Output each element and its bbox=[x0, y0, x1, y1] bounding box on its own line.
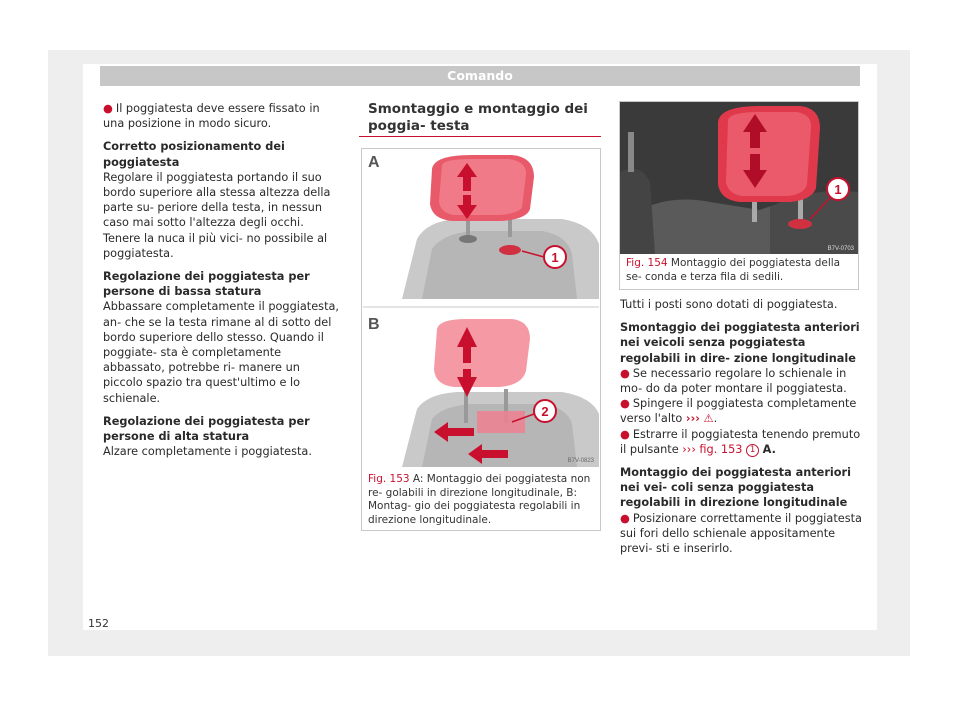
right-heading-2: Montaggio dei poggiatesta anteriori nei vei- coli senza poggiatesta regolabili in direzione longitudinale bbox=[620, 466, 851, 510]
bullet-icon: ● bbox=[620, 511, 630, 525]
caption-text: A: Montaggio dei poggiatesta non re- golabili in direzione longitudinale, B: Montag- gio dei poggiatesta regolabili in direzione longitudinale. bbox=[368, 473, 591, 526]
right-bullet-3: Estrarre il poggiatesta tenendo premuto il pulsante bbox=[620, 427, 861, 456]
warning-icon: ⚠ bbox=[703, 412, 714, 426]
bullet-icon: ● bbox=[620, 397, 630, 411]
figure-reference-link[interactable]: ››› fig. 153 bbox=[682, 442, 743, 456]
left-paragraph-3: Abbassare completamente il poggiatesta, an- che se la testa rimane al di sotto del bordo superiore dello stesso. Quando il poggiate- sta è completamente abbassato, potrebbe ri- manere un piccolo spazio tra quest'ultimo e lo schienale. bbox=[103, 300, 340, 405]
section-divider bbox=[359, 136, 601, 137]
figure-label: Fig. 153 bbox=[368, 473, 410, 485]
bullet-icon: ● bbox=[620, 366, 630, 380]
panel-label-a: A bbox=[368, 154, 380, 171]
right-column: Tutti i posti sono dotati di poggiatesta. Smontaggio dei poggiatesta anteriori nei veicoli senza poggiatesta regolabili in dire- zione longitudinale ● Se necessario regolare lo schienale in mo- do da poter montare il poggiatesta. ● Spingere il poggiatesta completamente verso l'alto ››› ⚠. ● Estrarre il poggiatesta tenendo premuto il pulsante ››› fig. 153 1 A. Montaggio dei poggiatesta anteriori nei vei- coli senza poggiatesta regolabili in direzione longitudinale ● Posizionare correttamente il poggiatesta sui fori dello schienale appositamente previ- sti e inserirlo. bbox=[620, 298, 862, 556]
reference-arrows: ››› bbox=[685, 412, 700, 426]
figure-code: B7V-0823 bbox=[567, 458, 594, 464]
page-number: 152 bbox=[88, 617, 109, 630]
callout-1-a: 1 bbox=[551, 250, 559, 265]
figure-154 bbox=[619, 101, 859, 290]
callout-ref-1: 1 bbox=[746, 444, 759, 457]
right-bullet-4: Posizionare correttamente il poggiatesta sui fori dello schienale appositamente previ- sti e inserirlo. bbox=[620, 511, 862, 556]
callout-2-b: 2 bbox=[541, 404, 549, 419]
bullet-icon: ● bbox=[620, 427, 630, 441]
left-heading-2: Regolazione dei poggiatesta per persone di bassa statura bbox=[103, 270, 310, 299]
right-bullet-2: Spingere il poggiatesta completamente verso l'alto bbox=[620, 397, 857, 426]
figure-154-code: B7V-0703 bbox=[827, 246, 854, 252]
figure-154-text: Montaggio dei poggiatesta della se- conda e terza fila di sedili. bbox=[626, 257, 841, 283]
figure-154-illustration bbox=[620, 102, 858, 254]
bullet-icon: ● bbox=[103, 102, 113, 115]
left-paragraph-2: Regolare il poggiatesta portando il suo bordo superiore alla stessa altezza della parte su- periore della testa, in nessun caso mai sotto l'altezza degli occhi. Tenere la nuca il più vici- no possibile al poggiatesta. bbox=[103, 170, 331, 260]
figure-154-caption bbox=[626, 257, 854, 284]
left-column bbox=[103, 101, 343, 467]
left-paragraph-4: Alzare completamente i poggiatesta. bbox=[103, 445, 312, 459]
figure-153-illustration bbox=[362, 149, 600, 467]
figure-153 bbox=[361, 148, 601, 531]
right-bullet-1: Se necessario regolare lo schienale in mo- do da poter montare il poggiatesta. bbox=[620, 366, 847, 396]
right-heading-1: Smontaggio dei poggiatesta anteriori nei veicoli senza poggiatesta regolabili in dire- zione longitudinale bbox=[620, 321, 860, 365]
callout-1-fig154: 1 bbox=[834, 182, 842, 197]
figure-154-label: Fig. 154 bbox=[626, 257, 668, 269]
right-paragraph-1: Tutti i posti sono dotati di poggiatesta. bbox=[620, 298, 838, 311]
left-heading-3: Regolazione dei poggiatesta per persone di alta statura bbox=[103, 414, 310, 444]
panel-label-b: B bbox=[368, 316, 380, 333]
left-heading-1: Corretto posizionamento dei poggiatesta bbox=[103, 140, 285, 169]
page-header: Comando bbox=[100, 66, 860, 86]
panel-ref: A. bbox=[762, 442, 776, 456]
left-paragraph-1: Il poggiatesta deve essere fissato in una posizione in modo sicuro. bbox=[103, 102, 320, 131]
section-title: Smontaggio e montaggio dei poggia- testa bbox=[368, 101, 588, 134]
figure-153-caption bbox=[368, 473, 596, 527]
